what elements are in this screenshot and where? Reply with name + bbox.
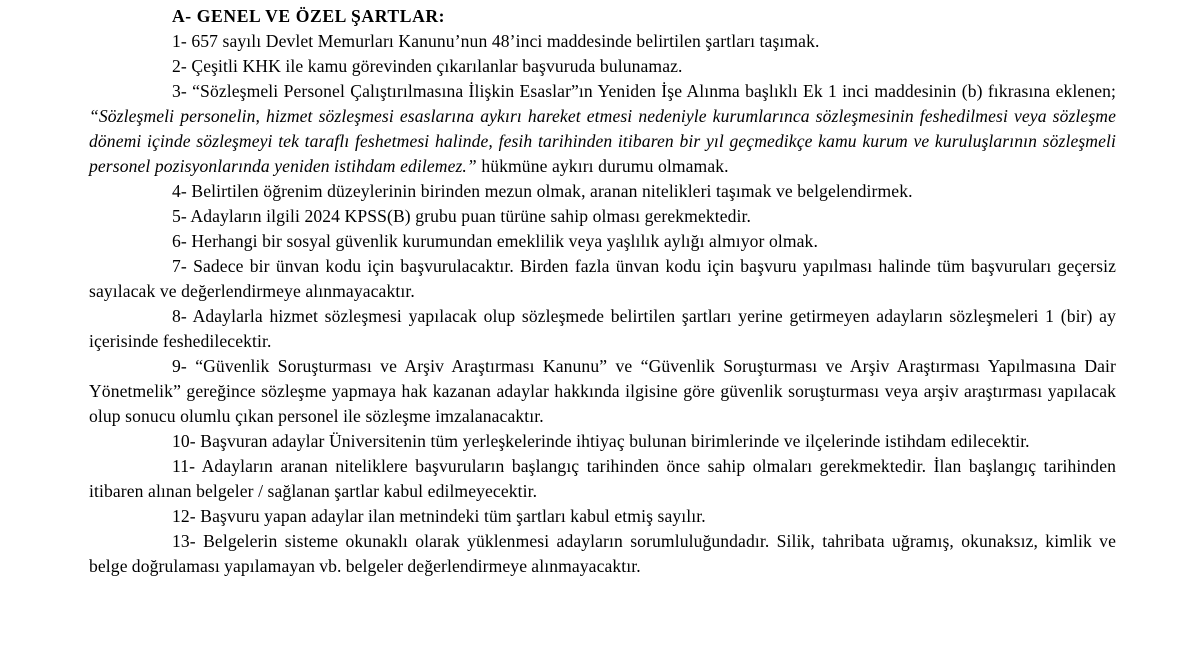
- list-item-13: 13- Belgelerin sisteme okunaklı olarak yüklenmesi adayların sorumluluğundadır. Silik, tahribata uğramış, okunaksız, kimlik ve belge doğrulaması yapılamayan vb. belgeler değerlendirmeye alınmayacaktır.: [89, 531, 1116, 576]
- list-item-11: 11- Adayların aranan niteliklere başvuruların başlangıç tarihinden önce sahip olmaları gerekmektedir. İlan başlangıç tarihinden itibaren alınan belgeler / sağlanan şartlar kabul edilmeyecektir.: [89, 456, 1116, 501]
- list-item-3-intro: 3- “Sözleşmeli Personel Çalıştırılmasına İlişkin Esaslar”ın Yeniden İşe Alınma başlıklı Ek 1 inci maddesinin (b) fıkrasına eklenen;: [172, 81, 1116, 101]
- list-item-7: 7- Sadece bir ünvan kodu için başvurulacaktır. Birden fazla ünvan kodu için başvuru yapılması halinde tüm başvuruları geçersiz sayılacak ve değerlendirmeye alınmayacaktır.: [89, 256, 1116, 301]
- list-item-10: 10- Başvuran adaylar Üniversitenin tüm yerleşkelerinde ihtiyaç bulunan birimlerinde ve ilçelerinde istihdam edilecektir.: [172, 431, 1030, 451]
- section-heading: A- GENEL VE ÖZEL ŞARTLAR:: [172, 6, 446, 26]
- list-item-1: 1- 657 sayılı Devlet Memurları Kanunu’nun 48’inci maddesinde belirtilen şartları taşımak.: [172, 31, 820, 51]
- list-item-8: 8- Adaylarla hizmet sözleşmesi yapılacak olup sözleşmede belirtilen şartları yerine getirmeyen adayların sözleşmeleri 1 (bir) ay içerisinde feshedilecektir.: [89, 306, 1116, 351]
- list-item-3-quote: “Sözleşmeli personelin, hizmet sözleşmesi esaslarına aykırı hareket etmesi nedeniyle kurumlarınca sözleşmesinin feshedilmesi veya sözleşme dönemi içinde sözleşmeyi tek taraflı feshetmesi halinde, fesih tarihinden itibaren bir yıl geçmedikçe kamu kurum ve kuruluşlarının sözleşmeli personel pozisyonlarında yeniden istihdam edilemez.”: [89, 106, 1116, 176]
- list-item-3: [89, 79, 1116, 179]
- list-item-9: 9- “Güvenlik Soruşturması ve Arşiv Araştırması Kanunu” ve “Güvenlik Soruşturması ve Arşiv Araştırması Yapılmasına Dair Yönetmelik” gereğince sözleşme yapmaya hak kazanan adaylar hakkında ilgisine göre güvenlik soruşturması veya arşiv araştırması yapılacak olup sonucu olumlu çıkan personel ile sözleşme imzalanacaktır.: [89, 356, 1116, 426]
- document-page: [89, 4, 1116, 579]
- list-item-5: 5- Adayların ilgili 2024 KPSS(B) grubu puan türüne sahip olması gerekmektedir.: [172, 206, 752, 226]
- list-item-6: 6- Herhangi bir sosyal güvenlik kurumundan emeklilik veya yaşlılık aylığı almıyor olmak.: [172, 231, 818, 251]
- list-item-12: 12- Başvuru yapan adaylar ilan metnindeki tüm şartları kabul etmiş sayılır.: [172, 506, 706, 526]
- list-item-2: 2- Çeşitli KHK ile kamu görevinden çıkarılanlar başvuruda bulunamaz.: [172, 56, 683, 76]
- list-item-3-outro: hükmüne aykırı durumu olmamak.: [476, 156, 729, 176]
- list-item-4: 4- Belirtilen öğrenim düzeylerinin birinden mezun olmak, aranan nitelikleri taşımak ve belgelendirmek.: [172, 181, 913, 201]
